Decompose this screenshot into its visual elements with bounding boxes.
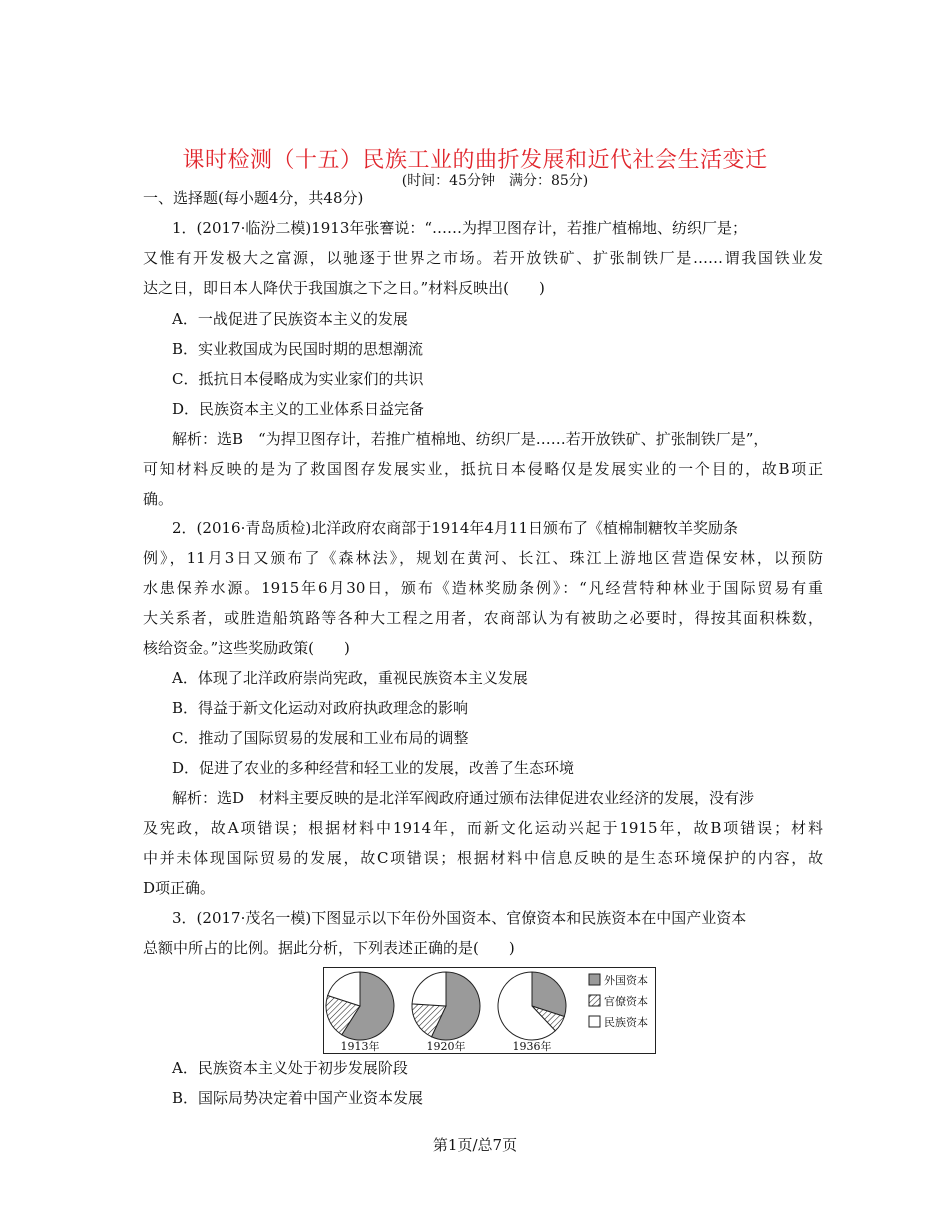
question-2-analysis-4: D项正确。 [143, 879, 216, 897]
page-subtitle: (时间：45分钟 满分：85分) [401, 173, 589, 189]
legend-swatch-3 [589, 1016, 600, 1027]
legend-swatch-2 [589, 995, 600, 1006]
question-1-option-d: D．民族资本主义的工业体系日益完备 [172, 400, 425, 418]
question-1-option-b: B．实业救国成为民国时期的思想潮流 [172, 340, 424, 358]
legend-swatch-1 [589, 974, 600, 985]
pie-slice-2-3 [412, 972, 446, 1006]
pie-year-label-1: 1913年 [340, 1040, 380, 1053]
question-2-line-2: 例》，11月3日又颁布了《森林法》，规划在黄河、长江、珠江上游地区营造保安林，以预防 [143, 549, 823, 567]
pie-year-label-2: 1920年 [426, 1040, 466, 1053]
question-1-line-3: 达之日，即日本人降伏于我国旗之下之日。”材料反映出( ) [143, 279, 545, 297]
page-title: 课时检测（十五）民族工业的曲折发展和近代社会生活变迁 [182, 148, 768, 173]
question-2-analysis-3: 中并未体现国际贸易的发展，故C项错误；根据材料中信息反映的是生态环境保护的内容，故 [143, 849, 823, 867]
question-2-option-d: D．促进了农业的多种经营和轻工业的发展，改善了生态环境 [172, 759, 575, 777]
question-2-line-4: 大关系者，或胜造船筑路等各种大工程之用者，农商部认为有被助之必要时，得按其面积株数， [143, 609, 823, 627]
legend-label-3: 民族资本 [604, 1016, 648, 1029]
question-1-analysis-2: 可知材料反映的是为了救国图存发展实业，抵抗日本侵略仅是发展实业的一个目的，故B项正 [143, 460, 823, 478]
question-2-analysis-2: 及宪政，故A项错误；根据材料中1914年，而新文化运动兴起于1915年，故B项错误；材料 [143, 819, 823, 837]
question-3-line-2: 总额中所占的比例。据此分析，下列表述正确的是( ) [143, 939, 515, 957]
question-2-analysis-1: 解析：选D 材料主要反映的是北洋军阀政府通过颁布法律促进农业经济的发展，没有涉 [172, 789, 755, 807]
question-2-option-b: B．得益于新文化运动对政府执政理念的影响 [172, 699, 469, 717]
pie-year-label-3: 1936年 [512, 1040, 552, 1053]
question-3-line-1: 3．(2017·茂名一模)下图显示以下年份外国资本、官僚资本和民族资本在中国产业资本 [172, 909, 747, 927]
question-2-line-3: 水患保养水源。1915年6月30日，颁布《造林奖励条例》：“凡经营特种林业于国际贸易有重 [143, 579, 823, 597]
question-1-analysis-1: 解析：选B “为捍卫图存计，若推广植棉地、纺织厂是……若开放铁矿、扩张制铁厂是”， [172, 430, 769, 448]
legend-label-1: 外国资本 [604, 974, 648, 987]
question-2-line-5: 核给资金。”这些奖励政策( ) [143, 639, 350, 657]
question-1-line-1: 1．(2017·临汾二模)1913年张謇说：“……为捍卫图存计，若推广植棉地、纺织厂是； [172, 219, 748, 237]
question-1-line-2: 又惟有开发极大之富源，以驰逐于世界之市场。若开放铁矿、扩张制铁厂是……谓我国铁业发 [143, 249, 823, 267]
question-3-option-b: B．国际局势决定着中国产业资本发展 [172, 1089, 424, 1107]
question-2-option-a: A．体现了北洋政府崇尚宪政，重视民族资本主义发展 [172, 669, 528, 687]
section-heading: 一、选择题(每小题4分，共48分) [143, 189, 364, 207]
question-1-option-a: A．一战促进了民族资本主义的发展 [172, 310, 408, 328]
legend-label-2: 官僚资本 [604, 995, 648, 1008]
pie-chart-svg [324, 968, 655, 1053]
capital-pie-charts [323, 967, 656, 1054]
question-1-analysis-3: 确。 [143, 490, 174, 508]
question-2-option-c: C．推动了国际贸易的发展和工业布局的调整 [172, 729, 469, 747]
question-3-option-a: A．民族资本主义处于初步发展阶段 [172, 1059, 408, 1077]
page-footer: 第1页/总7页 [432, 1136, 518, 1154]
question-2-line-1: 2．(2016·青岛质检)北洋政府农商部于1914年4月11日颁布了《植棉制糖牧羊奖励条 [172, 519, 738, 537]
question-1-option-c: C．抵抗日本侵略成为实业家们的共识 [172, 370, 424, 388]
